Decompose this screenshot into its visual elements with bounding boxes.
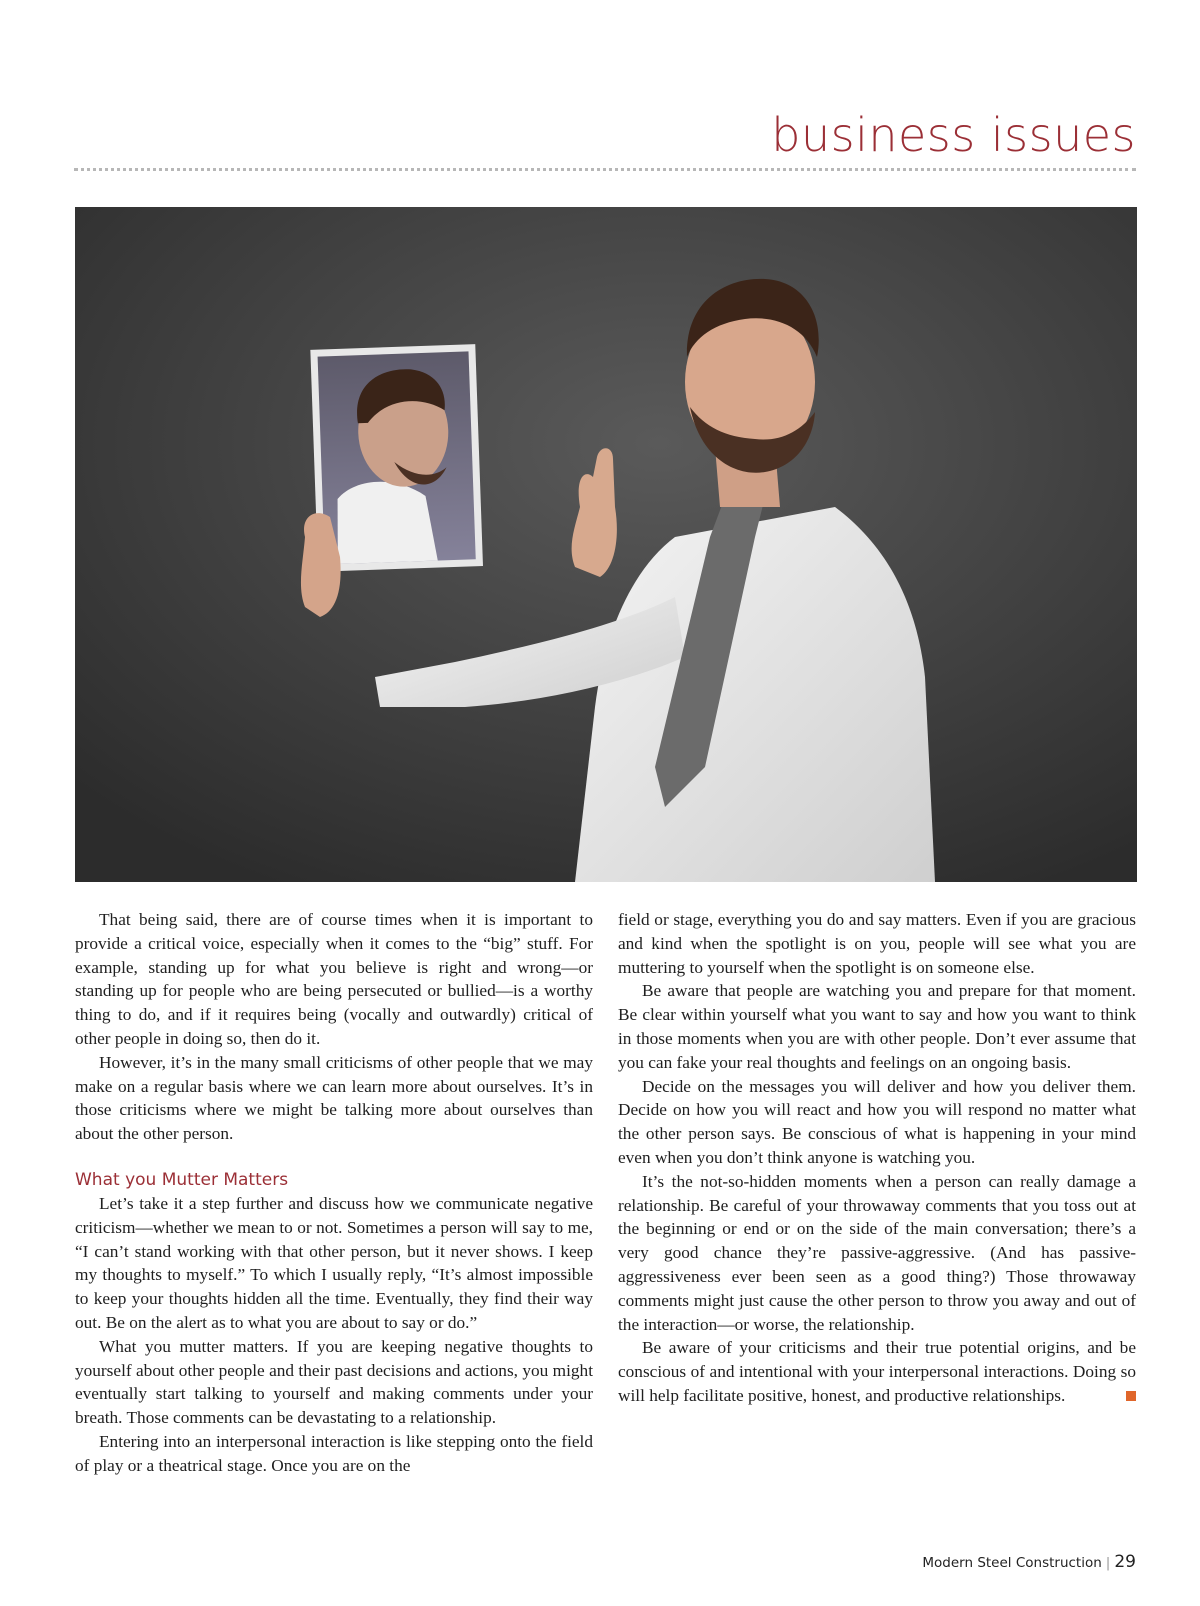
paragraph-text: Be aware of your criticisms and their true potential origins, and be conscious of and intentional with your interpersonal interactions. Doing so will help facilitate positive, honest, and productive relationships.: [618, 1338, 1136, 1405]
paragraph: What you mutter matters. If you are keeping negative thoughts to yourself about other people and their past decisions and actions, you might eventually start talking to yourself and making comments under your breath. Those comments can be devastating to a relationship.: [75, 1336, 593, 1428]
left-column: [75, 908, 593, 1478]
paragraph: It’s the not-so-hidden moments when a person can really damage a relationship. Be careful of your throwaway comments that you toss out at the beginning or end or on the side of the main conversation; there’s a very good chance they’re passive-aggressive. (And has passive-aggressiveness ever been seen as a good thing?) Those throwaway comments might just cause the other person to throw you away and out of the interaction—or worse, the relationship.: [618, 1171, 1136, 1334]
article-photo: [75, 207, 1137, 882]
paragraph: Let’s take it a step further and discuss how we communicate negative criticism—whether we mean to or not. Sometimes a person will say to me, “I can’t stand working with that other person, but it never shows. I keep my thoughts to myself.” To which I usually reply, “It’s almost impossible to keep your thoughts hidden all the time. Eventually, they find their way out. Be on the alert as to what you are about to say or do.”: [75, 1193, 593, 1332]
paragraph: Be aware that people are watching you and prepare for that moment. Be clear within yourself what you want to say and how you want to think in those moments when you are with other people. Don’t ever assume that you can fake your real thoughts and feelings on an ongoing basis.: [618, 981, 1136, 1072]
end-of-article-mark: [1126, 1391, 1136, 1401]
paragraph-final: [618, 1336, 1136, 1407]
paragraph: field or stage, everything you do and say matters. Even if you are gracious and kind when the spotlight is on you, people will see what you are muttering to yourself when the spotlight is on someone else.: [618, 910, 1136, 977]
paragraph: That being said, there are of course times when it is important to provide a critical voice, especially when it comes to the “big” stuff. For example, standing up for what you believe is right and wrong—or standing up for people who are being persecuted or bullied—is a worthy thing to do, and if it requires being (vocally and outwardly) critical of other people in doing so, then do it.: [75, 910, 593, 1048]
photo-illustration: [75, 207, 1137, 882]
page-footer: [922, 1552, 1136, 1572]
paragraph: However, it’s in the many small criticisms of other people that we may make on a regular basis where we can learn more about ourselves. It’s in those criticisms where we might be talking more about ourselves than about the other person.: [75, 1052, 593, 1144]
page-number: 29: [1114, 1552, 1136, 1572]
paragraph: Decide on the messages you will deliver and how you deliver them. Decide on how you will react and how you will respond no matter what the other person says. Be conscious of what is happening in your mind even when you don’t think anyone is watching you.: [618, 1076, 1136, 1167]
section-title: business issues: [771, 108, 1136, 162]
subheading: What you Mutter Matters: [75, 1169, 289, 1190]
footer-separator: |: [1105, 1555, 1111, 1571]
dotted-divider: [74, 168, 1136, 171]
publication-name: Modern Steel Construction: [922, 1555, 1102, 1571]
paragraph: Entering into an interpersonal interaction is like stepping onto the field of play or a theatrical stage. Once you are on the: [75, 1431, 593, 1475]
right-column: [618, 908, 1136, 1408]
